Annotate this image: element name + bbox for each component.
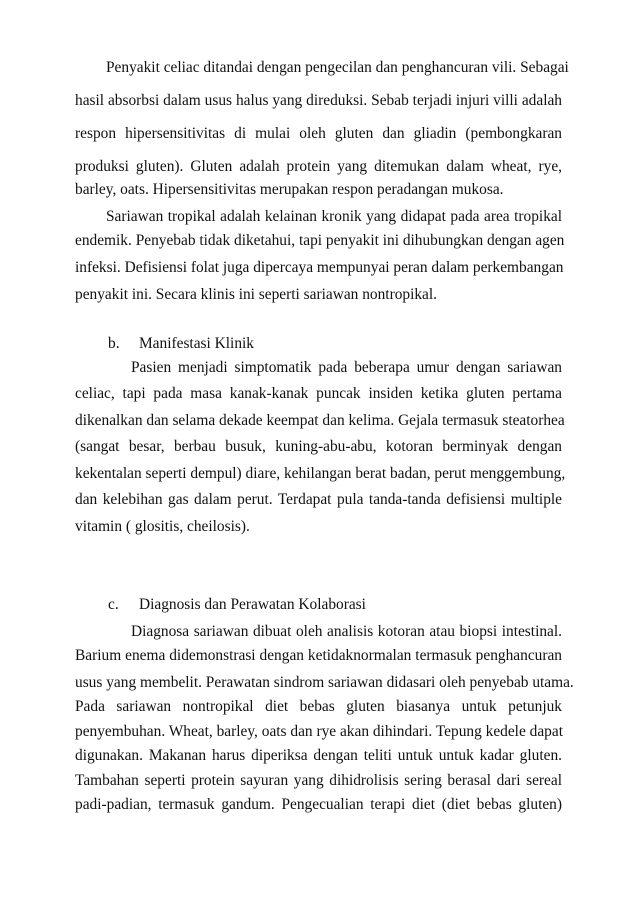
paragraph-line: celiac, tapi pada masa kanak-kanak puncak insiden ketika gluten pertama xyxy=(75,385,562,402)
paragraph-line: Diagnosa sariawan dibuat oleh analisis kotoran atau biopsi intestinal. xyxy=(131,623,562,640)
section-heading-diagnosis-perawatan: Diagnosis dan Perawatan Kolaborasi xyxy=(139,596,366,613)
paragraph-line: Tambahan seperti protein sayuran yang dihidrolisis sering berasal dari sereal xyxy=(75,772,562,789)
paragraph-line: vitamin ( glositis, cheilosis). xyxy=(75,518,250,535)
paragraph-line: penyakit ini. Secara klinis ini seperti sariawan nontropikal. xyxy=(75,286,438,303)
paragraph-line: dan kelebihan gas dalam perut. Terdapat pula tanda-tanda defisiensi multiple xyxy=(75,491,562,508)
paragraph-line: Barium enema didemonstrasi dengan ketidaknormalan termasuk penghancuran xyxy=(75,647,562,664)
paragraph-line: dikenalkan dan selama dekade keempat dan kelima. Gejala termasuk steatorhea xyxy=(75,412,565,429)
paragraph-line: kekentalan seperti dempul) diare, kehilangan berat badan, perut menggembung, xyxy=(75,465,566,482)
paragraph-line: infeksi. Defisiensi folat juga dipercaya mempunyai peran dalam perkembangan xyxy=(75,259,564,276)
paragraph-line: produksi gluten). Gluten adalah protein yang ditemukan dalam wheat, rye, xyxy=(75,158,562,175)
paragraph-line: usus yang membelit. Perawatan sindrom sariawan didasari oleh penyebab utama. xyxy=(75,674,574,691)
paragraph-line: hasil absorbsi dalam usus halus yang direduksi. Sebab terjadi injuri villi adalah xyxy=(75,92,562,109)
paragraph-line: barley, oats. Hipersensitivitas merupakan respon peradangan mukosa. xyxy=(75,181,504,198)
paragraph-line: penyembuhan. Wheat, barley, oats dan rye akan dihindari. Tepung kedele dapat xyxy=(75,723,563,740)
paragraph-line: Pada sariawan nontropikal diet bebas gluten biasanya untuk petunjuk xyxy=(75,698,562,715)
section-letter-b: b. xyxy=(108,335,120,352)
section-letter-c: c. xyxy=(108,596,119,613)
paragraph-line: digunakan. Makanan harus diperiksa dengan teliti untuk untuk kadar gluten. xyxy=(75,747,562,764)
paragraph-line: endemik. Penyebab tidak diketahui, tapi penyakit ini dihubungkan dengan agen xyxy=(75,232,565,249)
paragraph-line: Penyakit celiac ditandai dengan pengecilan dan penghancuran vili. Sebagai xyxy=(106,59,569,76)
paragraph-line: Sariawan tropikal adalah kelainan kronik yang didapat pada area tropikal xyxy=(106,208,562,225)
section-heading-manifestasi-klinik: Manifestasi Klinik xyxy=(139,335,254,352)
paragraph-line: (sangat besar, berbau busuk, kuning-abu-abu, kotoran berminyak dengan xyxy=(75,438,562,455)
paragraph-line: respon hipersensitivitas di mulai oleh gluten dan gliadin (pembongkaran xyxy=(75,125,562,142)
paragraph-line: padi-padian, termasuk gandum. Pengecualian terapi diet (diet bebas gluten) xyxy=(75,796,562,813)
paragraph-line: Pasien menjadi simptomatik pada beberapa umur dengan sariawan xyxy=(131,359,562,376)
